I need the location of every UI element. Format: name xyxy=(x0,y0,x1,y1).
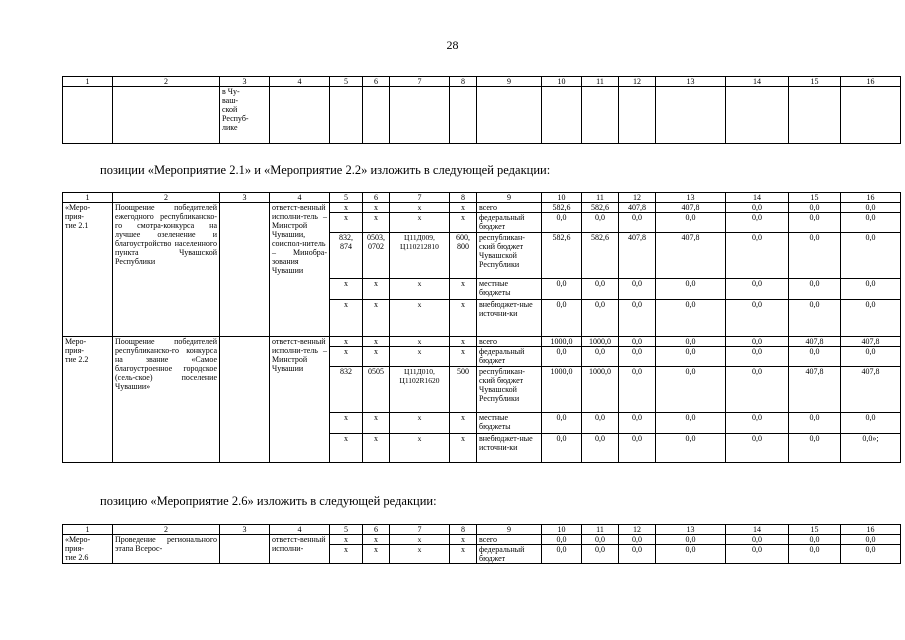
table-cell: республикан-ский бюджет Чувашской Республики xyxy=(477,367,542,413)
column-header: 4 xyxy=(270,193,330,203)
table-cell: 407,8 xyxy=(841,367,901,413)
table-cell: внебюджет-ные источни-ки xyxy=(477,434,542,463)
table-cell: республикан-ский бюджет Чувашской Республики xyxy=(477,233,542,279)
table-cell: 407,8 xyxy=(841,337,901,347)
table-cell: x xyxy=(330,347,363,367)
table-cell: x xyxy=(450,300,477,337)
table-cell: 0,0 xyxy=(619,367,656,413)
column-header: 8 xyxy=(450,77,477,87)
table-cell: 0,0 xyxy=(582,347,619,367)
column-header: 7 xyxy=(390,193,450,203)
column-header: 14 xyxy=(726,77,789,87)
event-name-cell: Проведение регионального этапа Всерос- xyxy=(113,535,220,564)
event-code-cell: Меро- прия- тие 2.2 xyxy=(63,337,113,463)
table-cell: 0,0 xyxy=(542,347,582,367)
event-name-cell: Поощрение победителей ежегодного республиканско-го смотра-конкурса на лучшее озеленение и благоустройство населенного пункта Чувашской Республики xyxy=(113,203,220,337)
table-cell: 0,0 xyxy=(656,300,726,337)
table-cell: всего xyxy=(477,203,542,213)
table-cell: 0,0 xyxy=(582,545,619,564)
column-header: 7 xyxy=(390,525,450,535)
column-header: 2 xyxy=(113,193,220,203)
table-cell: x xyxy=(390,535,450,545)
table-cell: 0,0 xyxy=(726,233,789,279)
table-cell: 0,0 xyxy=(582,300,619,337)
table-cell: 832, 874 xyxy=(330,233,363,279)
column-header: 10 xyxy=(542,525,582,535)
table-event-2-6 xyxy=(62,524,901,564)
table-cell: x xyxy=(450,337,477,347)
responsible-cell: ответст-венный исполни- xyxy=(270,535,330,564)
table-cell: федеральный бюджет xyxy=(477,545,542,564)
column-header: 15 xyxy=(789,525,841,535)
table-cell: местные бюджеты xyxy=(477,413,542,434)
table-cell: 600, 800 xyxy=(450,233,477,279)
column-header: 8 xyxy=(450,193,477,203)
column-header: 15 xyxy=(789,77,841,87)
table-cell: 0,0 xyxy=(789,535,841,545)
column-header: 6 xyxy=(363,77,390,87)
table-cell: 0,0 xyxy=(789,233,841,279)
table-cell: 0,0 xyxy=(656,279,726,300)
table-cell: x xyxy=(390,213,450,233)
empty-cell xyxy=(220,203,270,337)
column-header: 2 xyxy=(113,525,220,535)
table-cell: 0,0 xyxy=(789,213,841,233)
empty-cell xyxy=(220,337,270,463)
table-cell: 0,0 xyxy=(542,300,582,337)
table-cell: 0,0 xyxy=(726,367,789,413)
table-cell: 0,0 xyxy=(619,337,656,347)
table-cell: x xyxy=(330,300,363,337)
column-header: 9 xyxy=(477,193,542,203)
table-row xyxy=(63,203,901,213)
event-code-cell: «Меро- прия- тие 2.1 xyxy=(63,203,113,337)
table-cell: 0503, 0702 xyxy=(363,233,390,279)
table-cell: 407,8 xyxy=(619,233,656,279)
table-cell: 0,0 xyxy=(841,535,901,545)
table-cell: 582,6 xyxy=(542,203,582,213)
table-cell: 0,0 xyxy=(656,347,726,367)
column-header: 14 xyxy=(726,193,789,203)
table-events-2-1-2-2 xyxy=(62,192,901,463)
table-cell: 0,0 xyxy=(582,535,619,545)
table-cell: 0,0 xyxy=(542,413,582,434)
table-cell: 1000,0 xyxy=(542,337,582,347)
table-cell: 0,0 xyxy=(619,413,656,434)
table-cell: 832 xyxy=(330,367,363,413)
table-cell: x xyxy=(330,213,363,233)
table-cell: 0,0 xyxy=(542,279,582,300)
table-cell: x xyxy=(390,434,450,463)
table-cell: 0,0 xyxy=(841,203,901,213)
table-cell: x xyxy=(330,203,363,213)
table-cell: 0,0 xyxy=(726,434,789,463)
table-cell: x xyxy=(330,413,363,434)
table-cell: 0,0 xyxy=(841,300,901,337)
table-cell: 0,0 xyxy=(542,434,582,463)
empty-cell xyxy=(220,535,270,564)
table-cell: x xyxy=(450,279,477,300)
column-header: 5 xyxy=(330,77,363,87)
page-number: 28 xyxy=(446,38,459,52)
table-cell: 582,6 xyxy=(542,233,582,279)
table-cell: 0,0 xyxy=(619,279,656,300)
header-row xyxy=(63,77,901,87)
table-cell: 0,0 xyxy=(789,434,841,463)
table-cell: 0,0 xyxy=(542,535,582,545)
table-cell: 0,0 xyxy=(841,545,901,564)
location-cell: в Чу- ваш- ской Респуб- лике xyxy=(220,87,270,144)
table-cell: 0,0 xyxy=(789,203,841,213)
column-header: 11 xyxy=(582,193,619,203)
column-header: 12 xyxy=(619,525,656,535)
table-cell: 0,0 xyxy=(789,347,841,367)
table-cell: 0,0 xyxy=(789,413,841,434)
table-cell: x xyxy=(363,545,390,564)
column-header: 5 xyxy=(330,193,363,203)
table-cell: x xyxy=(330,434,363,463)
table-cell: 0,0 xyxy=(619,213,656,233)
table-cell: всего xyxy=(477,337,542,347)
column-header: 4 xyxy=(270,525,330,535)
table-cell: x xyxy=(363,279,390,300)
column-header: 10 xyxy=(542,77,582,87)
table-cell: 0,0 xyxy=(542,545,582,564)
responsible-cell: ответст-венный исполни-тель – Минстрой Чувашии xyxy=(270,337,330,463)
table-cell: 1000,0 xyxy=(582,337,619,347)
table-cell: 0,0 xyxy=(789,300,841,337)
table-cell: 0,0 xyxy=(656,535,726,545)
table-cell: x xyxy=(450,413,477,434)
event-name-cell: Поощрение победителей республиканско-го конкурса на звание «Самое благоустроенное городское (сель-ское) поселение Чувашии» xyxy=(113,337,220,463)
table-cell: x xyxy=(330,545,363,564)
table-cell: 0,0 xyxy=(789,545,841,564)
table-cell: федеральный бюджет xyxy=(477,347,542,367)
column-header: 13 xyxy=(656,525,726,535)
table-cell: 407,8 xyxy=(789,337,841,347)
table-cell: 407,8 xyxy=(656,233,726,279)
column-header: 16 xyxy=(841,525,901,535)
table-cell: x xyxy=(363,300,390,337)
table-cell: 0,0 xyxy=(726,337,789,347)
column-header: 11 xyxy=(582,525,619,535)
instruction-text-2: позицию «Мероприятие 2.6» изложить в следующей редакции: xyxy=(100,494,437,508)
table-cell: 407,8 xyxy=(789,367,841,413)
table-cell: x xyxy=(330,279,363,300)
table-cell: внебюджет-ные источни-ки xyxy=(477,300,542,337)
column-header: 3 xyxy=(220,525,270,535)
column-header: 1 xyxy=(63,77,113,87)
table-cell: x xyxy=(450,347,477,367)
table-cell: 0,0 xyxy=(582,413,619,434)
table-cell: 0,0 xyxy=(841,213,901,233)
table-cell: 0,0 xyxy=(656,413,726,434)
table-cell: 582,6 xyxy=(582,203,619,213)
table-cell: 0,0 xyxy=(726,279,789,300)
table-cell: 0,0 xyxy=(841,279,901,300)
table-cell: 0,0 xyxy=(789,279,841,300)
table-cell: 407,8 xyxy=(619,203,656,213)
table-cell: 0,0 xyxy=(582,279,619,300)
column-header: 9 xyxy=(477,77,542,87)
table-cell: 0,0 xyxy=(841,413,901,434)
table-cell: 0,0 xyxy=(619,347,656,367)
column-header: 14 xyxy=(726,525,789,535)
column-header: 6 xyxy=(363,193,390,203)
table-cell: x xyxy=(450,545,477,564)
table-cell: 0,0 xyxy=(726,413,789,434)
table-cell: x xyxy=(390,347,450,367)
table-cell: всего xyxy=(477,535,542,545)
table-cell: x xyxy=(363,337,390,347)
table-cell: 0,0 xyxy=(542,213,582,233)
table-cell: 407,8 xyxy=(656,203,726,213)
table-cell: 0,0 xyxy=(726,213,789,233)
column-header: 15 xyxy=(789,193,841,203)
column-header: 9 xyxy=(477,525,542,535)
column-header: 16 xyxy=(841,193,901,203)
table-cell: 1000,0 xyxy=(542,367,582,413)
table-cell: 0,0 xyxy=(656,337,726,347)
column-header: 3 xyxy=(220,77,270,87)
column-header: 1 xyxy=(63,525,113,535)
table-cell: x xyxy=(330,535,363,545)
table-cell: x xyxy=(363,203,390,213)
column-header: 10 xyxy=(542,193,582,203)
instruction-text-1: позиции «Мероприятие 2.1» и «Мероприятие 2.2» изложить в следующей редакции: xyxy=(100,163,551,177)
header-row xyxy=(63,193,901,203)
column-header: 3 xyxy=(220,193,270,203)
table-cell: 0,0 xyxy=(582,434,619,463)
table-cell: x xyxy=(363,347,390,367)
table-cell: 0,0 xyxy=(726,535,789,545)
table-cell: x xyxy=(450,434,477,463)
table-cell: Ц11Д009, Ц110212810 xyxy=(390,233,450,279)
column-header: 16 xyxy=(841,77,901,87)
table-cell: Ц11Д010, Ц1102R1620 xyxy=(390,367,450,413)
table-cell: x xyxy=(390,413,450,434)
table-cell: x xyxy=(390,337,450,347)
table-cell: x xyxy=(363,213,390,233)
table-cell: x xyxy=(363,413,390,434)
column-header: 11 xyxy=(582,77,619,87)
table-row xyxy=(63,337,901,347)
table-cell: 0,0 xyxy=(656,367,726,413)
column-header: 1 xyxy=(63,193,113,203)
table-cell: 0,0 xyxy=(656,213,726,233)
table-cell: 0,0 xyxy=(619,434,656,463)
table-continuation xyxy=(62,76,901,144)
table-cell: 0,0 xyxy=(582,213,619,233)
column-header: 12 xyxy=(619,77,656,87)
responsible-cell: ответст-венный исполни-тель – Минстрой Чувашии, соиспол-нитель – Минобра-зования Чувашии xyxy=(270,203,330,337)
table-cell: x xyxy=(390,545,450,564)
event-2-2-block xyxy=(63,337,901,463)
table-cell: x xyxy=(450,535,477,545)
table-cell: x xyxy=(390,300,450,337)
table-cell: 0,0 xyxy=(841,233,901,279)
table-cell: x xyxy=(450,213,477,233)
table-cell: 0,0 xyxy=(726,347,789,367)
table-cell: x xyxy=(390,279,450,300)
column-header: 2 xyxy=(113,77,220,87)
table-cell: 500 xyxy=(450,367,477,413)
table-cell: 0,0»; xyxy=(841,434,901,463)
table-cell: 0,0 xyxy=(619,535,656,545)
header-row xyxy=(63,525,901,535)
table-cell: x xyxy=(363,434,390,463)
table-cell: 0,0 xyxy=(656,545,726,564)
event-2-6-block xyxy=(63,535,901,564)
table-cell: 0,0 xyxy=(726,203,789,213)
event-2-1-block xyxy=(63,203,901,337)
table-cell: 0,0 xyxy=(656,434,726,463)
table-row xyxy=(63,87,901,144)
column-header: 12 xyxy=(619,193,656,203)
event-code-cell: «Меро- прия- тие 2.6 xyxy=(63,535,113,564)
table-cell: 0,0 xyxy=(619,300,656,337)
table-cell: 0,0 xyxy=(841,347,901,367)
table-row xyxy=(63,535,901,545)
table-cell: 1000,0 xyxy=(582,367,619,413)
column-header: 13 xyxy=(656,77,726,87)
column-header: 5 xyxy=(330,525,363,535)
table-cell: x xyxy=(450,203,477,213)
table-cell: x xyxy=(390,203,450,213)
table-cell: 0,0 xyxy=(619,545,656,564)
table-cell: 582,6 xyxy=(582,233,619,279)
table-cell: местные бюджеты xyxy=(477,279,542,300)
column-header: 7 xyxy=(390,77,450,87)
column-header: 13 xyxy=(656,193,726,203)
table-cell: 0505 xyxy=(363,367,390,413)
table-cell: x xyxy=(330,337,363,347)
table-cell: 0,0 xyxy=(726,300,789,337)
column-header: 8 xyxy=(450,525,477,535)
table-cell: x xyxy=(363,535,390,545)
table-cell: федеральный бюджет xyxy=(477,213,542,233)
table-cell: 0,0 xyxy=(726,545,789,564)
column-header: 4 xyxy=(270,77,330,87)
column-header: 6 xyxy=(363,525,390,535)
